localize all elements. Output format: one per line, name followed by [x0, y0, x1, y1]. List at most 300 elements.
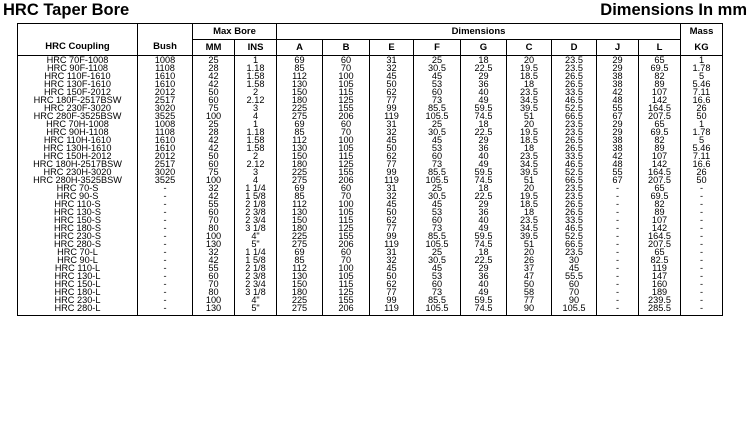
table-cell: 125 — [323, 224, 370, 232]
table-cell: 100 — [323, 136, 370, 144]
table-cell: - — [138, 256, 193, 264]
table-cell: 69 — [277, 120, 323, 128]
table-cell: 36 — [461, 208, 507, 216]
hrc-taper-bore-table — [17, 23, 723, 316]
table-cell: 47 — [507, 272, 552, 280]
table-row — [18, 304, 723, 316]
table-cell: 112 — [277, 200, 323, 208]
table-row — [18, 72, 723, 80]
table-cell: 1108 — [138, 128, 193, 136]
table-cell: 1.58 — [235, 80, 277, 88]
table-cell: 23.5 — [552, 128, 597, 136]
table-row — [18, 248, 723, 256]
table-cell: 34.5 — [507, 96, 552, 104]
table-cell: 23.5 — [552, 184, 597, 192]
table-cell: 80 — [193, 224, 235, 232]
table-cell: 29 — [597, 120, 639, 128]
table-cell: 42 — [193, 80, 235, 88]
table-cell: 62 — [370, 216, 414, 224]
table-cell: 30 — [552, 256, 597, 264]
table-cell: - — [138, 200, 193, 208]
table-row — [18, 152, 723, 160]
table-cell: 23.5 — [552, 64, 597, 72]
table-row — [18, 272, 723, 280]
table-cell: 32 — [370, 256, 414, 264]
table-cell: 2517 — [138, 96, 193, 104]
table-cell: 105.5 — [552, 304, 597, 316]
table-cell: - — [681, 280, 723, 288]
table-cell: 52.5 — [552, 104, 597, 112]
table-cell: 18 — [461, 248, 507, 256]
table-cell: 60 — [193, 272, 235, 280]
table-cell: 26.5 — [552, 80, 597, 88]
table-cell: 65 — [639, 120, 681, 128]
table-cell: 119 — [370, 112, 414, 120]
table-cell: 22.5 — [461, 64, 507, 72]
table-cell: 147 — [639, 272, 681, 280]
table-cell: 22.5 — [461, 192, 507, 200]
table-cell: HRC 280-L — [18, 304, 138, 316]
col-header-l: L — [639, 40, 681, 56]
table-cell: HRC 70-S — [18, 184, 138, 192]
table-cell: 51 — [507, 176, 552, 184]
table-cell: 4" — [235, 296, 277, 304]
table-cell: 40 — [461, 152, 507, 160]
table-cell: 37 — [507, 264, 552, 272]
table-cell: 3 — [235, 104, 277, 112]
table-cell: 115 — [323, 216, 370, 224]
col-header-g: G — [461, 40, 507, 56]
table-cell: 55 — [193, 200, 235, 208]
table-cell: 45 — [414, 264, 461, 272]
table-cell: - — [138, 264, 193, 272]
table-cell: 1 — [681, 120, 723, 128]
table-cell: - — [138, 288, 193, 296]
table-cell: HRC 280-S — [18, 240, 138, 248]
table-cell: 119 — [370, 240, 414, 248]
table-cell: 119 — [639, 264, 681, 272]
table-cell: HRC 110F-1610 — [18, 72, 138, 80]
table-cell: 30.5 — [414, 192, 461, 200]
col-header-coupling: HRC Coupling — [18, 24, 138, 56]
table-cell: HRC 130F-1610 — [18, 80, 138, 88]
table-cell: 48 — [597, 160, 639, 168]
table-cell: 112 — [277, 264, 323, 272]
table-cell: - — [138, 232, 193, 240]
table-row — [18, 168, 723, 176]
table-cell: 28 — [193, 128, 235, 136]
table-cell: 73 — [414, 160, 461, 168]
table-row — [18, 280, 723, 288]
table-cell: 42 — [193, 256, 235, 264]
table-cell: HRC 150-L — [18, 280, 138, 288]
table-row — [18, 208, 723, 216]
table-cell: HRC 150-S — [18, 216, 138, 224]
table-cell: 1008 — [138, 56, 193, 65]
table-cell: 75 — [193, 168, 235, 176]
table-cell: - — [681, 208, 723, 216]
table-cell: 50 — [193, 88, 235, 96]
table-cell: 62 — [370, 152, 414, 160]
table-cell: 206 — [323, 112, 370, 120]
table-cell: - — [681, 264, 723, 272]
table-cell: HRC 150H-2012 — [18, 152, 138, 160]
table-cell: 31 — [370, 248, 414, 256]
table-cell: 58 — [507, 288, 552, 296]
table-cell: 164.5 — [639, 232, 681, 240]
table-cell: 60 — [414, 88, 461, 96]
table-cell: HRC 90-L — [18, 256, 138, 264]
table-cell: HRC 70F-1008 — [18, 56, 138, 65]
table-cell: 23.5 — [552, 120, 597, 128]
table-cell: - — [681, 232, 723, 240]
table-cell: 60 — [323, 56, 370, 65]
table-row — [18, 80, 723, 88]
table-cell: 77 — [370, 224, 414, 232]
table-cell: 105.5 — [414, 176, 461, 184]
table-cell: 55 — [193, 264, 235, 272]
table-cell: 100 — [323, 264, 370, 272]
table-cell: - — [138, 216, 193, 224]
table-cell: 130 — [277, 272, 323, 280]
table-cell: 3 1/8 — [235, 224, 277, 232]
table-cell: - — [681, 272, 723, 280]
table-cell: 33.5 — [552, 152, 597, 160]
table-cell: 99 — [370, 296, 414, 304]
table-cell: 7.11 — [681, 152, 723, 160]
table-cell: - — [681, 288, 723, 296]
table-row — [18, 136, 723, 144]
table-cell: 73 — [414, 224, 461, 232]
table-cell: 5.46 — [681, 80, 723, 88]
table-cell: 1.18 — [235, 128, 277, 136]
units-label: Dimensions In mm — [600, 1, 747, 19]
table-cell: 74.5 — [461, 112, 507, 120]
table-cell: 50 — [507, 280, 552, 288]
table-row — [18, 56, 723, 65]
table-cell: 115 — [323, 280, 370, 288]
table-row — [18, 232, 723, 240]
table-cell: 125 — [323, 96, 370, 104]
table-cell: 105.5 — [414, 304, 461, 316]
table-cell: 107 — [639, 88, 681, 96]
table-cell: 3 — [235, 168, 277, 176]
table-cell: 59.5 — [461, 168, 507, 176]
table-cell: - — [597, 280, 639, 288]
table-cell: 30.5 — [414, 256, 461, 264]
table-cell: - — [138, 272, 193, 280]
table-cell: 55 — [597, 104, 639, 112]
table-cell: 4 — [235, 112, 277, 120]
table-cell: 5 — [681, 136, 723, 144]
table-row — [18, 288, 723, 296]
table-cell: 18.5 — [507, 72, 552, 80]
table-cell: 26 — [507, 256, 552, 264]
table-cell: 99 — [370, 232, 414, 240]
table-cell: 23.5 — [507, 152, 552, 160]
table-cell: 1.78 — [681, 128, 723, 136]
table-row — [18, 64, 723, 72]
table-cell: 2 1/8 — [235, 264, 277, 272]
table-cell: 45 — [414, 136, 461, 144]
table-cell: - — [138, 192, 193, 200]
table-cell: 100 — [323, 72, 370, 80]
table-cell: 36 — [461, 272, 507, 280]
table-cell: - — [597, 192, 639, 200]
table-cell: 225 — [277, 232, 323, 240]
table-cell: 55 — [597, 168, 639, 176]
table-cell: 89 — [639, 80, 681, 88]
table-cell: 32 — [193, 184, 235, 192]
table-cell: HRC 230H-3020 — [18, 168, 138, 176]
table-cell: HRC 180-L — [18, 288, 138, 296]
table-cell: 107 — [639, 216, 681, 224]
table-cell: 85.5 — [414, 296, 461, 304]
table-cell: 19.5 — [507, 192, 552, 200]
table-cell: 49 — [461, 160, 507, 168]
table-cell: 38 — [597, 80, 639, 88]
table-cell: 82 — [639, 200, 681, 208]
table-cell: 77 — [370, 160, 414, 168]
table-cell: 70 — [323, 128, 370, 136]
table-cell: 85 — [277, 128, 323, 136]
table-cell: HRC 90H-1108 — [18, 128, 138, 136]
table-cell: 59.5 — [461, 104, 507, 112]
table-cell: 39.5 — [507, 232, 552, 240]
table-cell: 225 — [277, 168, 323, 176]
table-cell: 180 — [277, 96, 323, 104]
table-cell: 52.5 — [552, 232, 597, 240]
table-cell: 99 — [370, 104, 414, 112]
table-cell: - — [597, 208, 639, 216]
table-cell: 105 — [323, 272, 370, 280]
table-cell: 42 — [193, 72, 235, 80]
table-cell: 65 — [639, 184, 681, 192]
table-cell: 5" — [235, 240, 277, 248]
table-cell: 46.5 — [552, 160, 597, 168]
table-cell: 16.6 — [681, 96, 723, 104]
table-cell: 130 — [193, 304, 235, 316]
table-body — [18, 56, 723, 316]
table-cell: - — [138, 184, 193, 192]
table-cell: 18.5 — [507, 200, 552, 208]
table-cell: 20 — [507, 248, 552, 256]
table-cell: 119 — [370, 176, 414, 184]
table-cell: 25 — [193, 120, 235, 128]
table-cell: - — [597, 232, 639, 240]
table-cell: 66.5 — [552, 112, 597, 120]
table-cell: 50 — [681, 112, 723, 120]
table-cell: 85.5 — [414, 104, 461, 112]
table-cell: 1.58 — [235, 72, 277, 80]
group-header-max-bore: Max Bore — [193, 24, 277, 40]
table-cell: 1.58 — [235, 144, 277, 152]
table-cell: 1610 — [138, 136, 193, 144]
table-cell: - — [138, 296, 193, 304]
table-cell: 62 — [370, 88, 414, 96]
table-cell: 31 — [370, 120, 414, 128]
table-cell: 32 — [370, 64, 414, 72]
table-cell: 45 — [414, 72, 461, 80]
table-cell: 23.5 — [552, 56, 597, 65]
col-header-ins: INS — [235, 40, 277, 56]
table-row — [18, 184, 723, 192]
table-cell: 125 — [323, 288, 370, 296]
table-cell: HRC 90F-1108 — [18, 64, 138, 72]
table-cell: 45 — [370, 72, 414, 80]
table-cell: 49 — [461, 96, 507, 104]
table-cell: 99 — [370, 168, 414, 176]
table-row — [18, 88, 723, 96]
table-cell: HRC 230-L — [18, 296, 138, 304]
table-cell: 142 — [639, 96, 681, 104]
table-cell: 31 — [370, 56, 414, 65]
table-cell: 33.5 — [552, 88, 597, 96]
table-cell: 32 — [370, 128, 414, 136]
table-cell: 20 — [507, 184, 552, 192]
table-cell: 77 — [370, 96, 414, 104]
table-cell: 100 — [193, 112, 235, 120]
table-cell: - — [597, 224, 639, 232]
table-cell: 77 — [370, 288, 414, 296]
table-cell: 155 — [323, 168, 370, 176]
table-cell: 60 — [414, 152, 461, 160]
table-cell: 73 — [414, 96, 461, 104]
table-cell: 150 — [277, 152, 323, 160]
table-cell: 1610 — [138, 80, 193, 88]
table-cell: 66.5 — [552, 176, 597, 184]
table-cell: 18 — [507, 144, 552, 152]
table-cell: 1008 — [138, 120, 193, 128]
table-cell: 60 — [414, 216, 461, 224]
table-row — [18, 200, 723, 208]
table-cell: 100 — [323, 200, 370, 208]
table-cell: 74.5 — [461, 304, 507, 316]
table-cell: - — [681, 256, 723, 264]
table-cell: - — [597, 272, 639, 280]
table-cell: 2012 — [138, 88, 193, 96]
table-cell: 85 — [277, 256, 323, 264]
table-cell: - — [597, 288, 639, 296]
table-cell: 105 — [323, 144, 370, 152]
table-cell: 59.5 — [461, 296, 507, 304]
table-cell: 105 — [323, 80, 370, 88]
table-cell: - — [681, 184, 723, 192]
table-cell: 1 — [235, 120, 277, 128]
table-row — [18, 296, 723, 304]
table-cell: 225 — [277, 296, 323, 304]
table-cell: 23.5 — [552, 248, 597, 256]
col-header-b: B — [323, 40, 370, 56]
table-row — [18, 96, 723, 104]
col-header-c: C — [507, 40, 552, 56]
table-cell: 100 — [193, 176, 235, 184]
table-cell: 40 — [461, 88, 507, 96]
table-cell: 45 — [370, 264, 414, 272]
table-cell: - — [681, 216, 723, 224]
table-cell: 2 1/8 — [235, 200, 277, 208]
group-header-mass: Mass — [681, 24, 723, 40]
table-row — [18, 256, 723, 264]
table-cell: 189 — [639, 288, 681, 296]
table-row — [18, 144, 723, 152]
table-cell: 1 — [235, 56, 277, 65]
table-cell: 20 — [507, 120, 552, 128]
table-cell: 60 — [323, 248, 370, 256]
table-cell: 82 — [639, 136, 681, 144]
table-cell: 225 — [277, 104, 323, 112]
table-cell: 50 — [370, 144, 414, 152]
table-cell: 164.5 — [639, 168, 681, 176]
table-cell: 20 — [507, 56, 552, 65]
table-cell: 130 — [277, 80, 323, 88]
table-cell: 34.5 — [507, 224, 552, 232]
table-cell: 60 — [414, 280, 461, 288]
table-cell: 89 — [639, 208, 681, 216]
table-cell: 4 — [235, 176, 277, 184]
table-cell: 39.5 — [507, 168, 552, 176]
table-cell: 5 — [681, 72, 723, 80]
table-cell: - — [597, 200, 639, 208]
table-cell: HRC 90-S — [18, 192, 138, 200]
table-cell: 150 — [277, 216, 323, 224]
table-cell: 150 — [277, 88, 323, 96]
table-cell: 29 — [597, 128, 639, 136]
table-cell: 18 — [507, 80, 552, 88]
table-cell: 16.6 — [681, 160, 723, 168]
table-cell: 36 — [461, 80, 507, 88]
table-cell: 2 3/4 — [235, 280, 277, 288]
table-cell: 105 — [323, 208, 370, 216]
table-cell: 69 — [277, 184, 323, 192]
table-cell: 207.5 — [639, 112, 681, 120]
table-cell: 29 — [597, 64, 639, 72]
table-cell: 28 — [193, 64, 235, 72]
table-cell: HRC 130-L — [18, 272, 138, 280]
col-header-f: F — [414, 40, 461, 56]
table-cell: 18 — [461, 56, 507, 65]
table-cell: - — [597, 248, 639, 256]
table-cell: 1 1/4 — [235, 248, 277, 256]
table-cell: 26.5 — [552, 136, 597, 144]
table-cell: 285.5 — [639, 304, 681, 316]
table-cell: 51 — [507, 112, 552, 120]
table-cell: 29 — [461, 264, 507, 272]
col-header-j: J — [597, 40, 639, 56]
table-cell: 18 — [461, 120, 507, 128]
table-cell: - — [597, 256, 639, 264]
table-cell: 49 — [461, 288, 507, 296]
table-cell: 23.5 — [507, 216, 552, 224]
table-cell: 42 — [597, 152, 639, 160]
table-row — [18, 176, 723, 184]
table-cell: 3525 — [138, 176, 193, 184]
table-cell: 66.5 — [552, 240, 597, 248]
table-cell: HRC 180H-2517BSW — [18, 160, 138, 168]
table-cell: 39.5 — [507, 104, 552, 112]
table-cell: 65 — [639, 248, 681, 256]
table-cell: 155 — [323, 296, 370, 304]
table-cell: 1.18 — [235, 64, 277, 72]
table-cell: 1610 — [138, 72, 193, 80]
table-cell: 85.5 — [414, 168, 461, 176]
table-cell: 112 — [277, 72, 323, 80]
table-cell: HRC 70H-1008 — [18, 120, 138, 128]
table-cell: - — [597, 304, 639, 316]
table-cell: 65 — [639, 56, 681, 65]
table-cell: 130 — [193, 240, 235, 248]
table-cell: HRC 110-L — [18, 264, 138, 272]
